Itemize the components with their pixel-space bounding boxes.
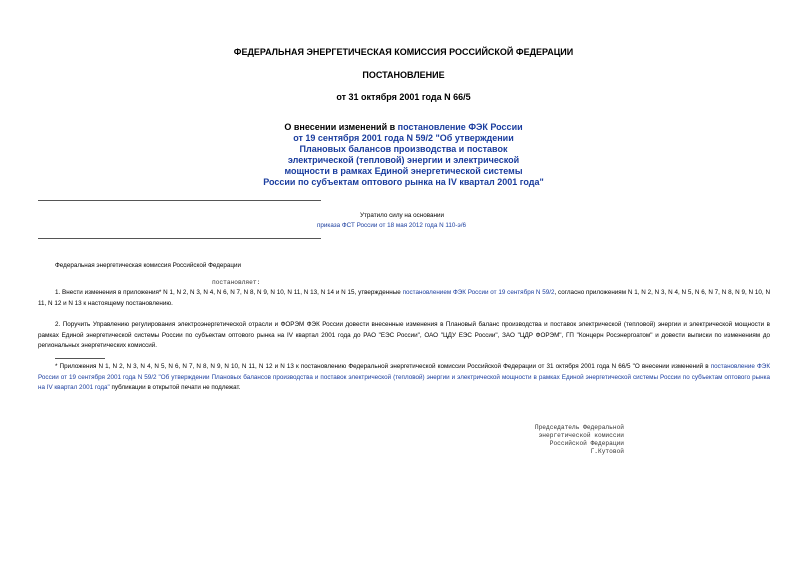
- title-link-2[interactable]: от 19 сентября 2001 года N 59/2 "Об утверждении: [293, 133, 514, 143]
- footnote: [38, 362, 770, 394]
- title-link-5[interactable]: мощности в рамках Единой энергетической системы: [284, 166, 523, 176]
- title-link-4[interactable]: электрической (тепловой) энергии и электрической: [287, 155, 520, 165]
- title-link-6[interactable]: России по субъектам оптового рынка на IV квартал 2001 года": [263, 177, 544, 187]
- footnote-text-a: * Приложения N 1, N 2, N 3, N 4, N 5, N 6, N 7, N 8, N 9, N 10, N 11, N 12 и N 13 к постановлению Федеральной энергетической комиссии Российской Федерации от 31 октября 2001 года N 66/5 "О внесении изменений в: [55, 363, 711, 370]
- status-text: Утратило силу на основании: [360, 212, 445, 219]
- paragraph-1-text-b: , согласно приложениям N 1, N 2, N 3, N 4, N 5, N 6, N 7, N 8, N 9, N 10, N 11, N 12 и N 13 к настоящему постановлению.: [38, 289, 771, 307]
- signature-line-3: Российской Федерации: [549, 440, 624, 447]
- document-type: ПОСТАНОВЛЕНИЕ: [362, 70, 445, 80]
- paragraph-1: [38, 288, 770, 309]
- status-link[interactable]: приказа ФСТ России от 18 мая 2012 года N 110-э/6: [317, 222, 466, 229]
- signature-line-1: Председатель Федеральной: [534, 424, 624, 431]
- signature-block: [440, 424, 624, 456]
- signature-line-2: энергетической комиссии: [538, 432, 624, 439]
- issuer-line: Федеральная энергетическая комиссия Российской Федерации: [55, 262, 242, 269]
- paragraph-1-link[interactable]: постановлением ФЭК России от 19 сентября N 59/2: [402, 289, 555, 296]
- status-rule-top: [38, 200, 321, 201]
- document-date: от 31 октября 2001 года N 66/5: [336, 92, 471, 102]
- signature-name: Г.Кутовой: [590, 448, 624, 455]
- title-prefix: О внесении изменений в: [284, 122, 398, 132]
- document-title: [0, 122, 807, 188]
- title-link-1[interactable]: постановление ФЭК России: [397, 122, 523, 132]
- agency-name: ФЕДЕРАЛЬНАЯ ЭНЕРГЕТИЧЕСКАЯ КОМИССИЯ РОССИЙСКОЙ ФЕДЕРАЦИИ: [233, 47, 574, 57]
- paragraph-2: 2. Поручить Управлению регулирования электроэнергетической отрасли и ФОРЭМ ФЭК России довести внесенные изменения в Плановый баланс производства и поставок электрической (тепловой) энергии и электрической мощности в рамках Единой энергетической системы России по субъектам оптового рынка на IV квартал 2001 года до РАО "ЕЭС России", ОАО "ЦДУ ЕЭС России", ЗАО "ЦДР ФОРЭМ", ГП "Концерн Росэнергоатом" и довести выписки по изменениям до региональных энергетических комиссий.: [38, 321, 770, 349]
- footnote-rule: [55, 358, 105, 359]
- footnote-text-b: публикации в открытой печати не подлежат.: [109, 384, 241, 391]
- footnote-link[interactable]: постановление ФЭК России от 19 сентября 2001 года N 59/2 "Об утверждении Плановых балансов производства и поставок электрической (тепловой) энергии и электрической мощности в рамках Единой энергетической системы России по субъектам оптового рынка на IV квартал 2001 года": [38, 363, 770, 391]
- title-link-3[interactable]: Плановых балансов производства и поставок: [299, 144, 508, 154]
- decree-word: постановляет:: [212, 279, 261, 286]
- status-rule-bottom: [38, 238, 321, 239]
- paragraph-1-text-a: 1. Внести изменения в приложения* N 1, N 2, N 3, N 4, N 6, N 7, N 8, N 9, N 10, N 11, N 13, N 14 и N 15, утвержденные: [55, 289, 403, 296]
